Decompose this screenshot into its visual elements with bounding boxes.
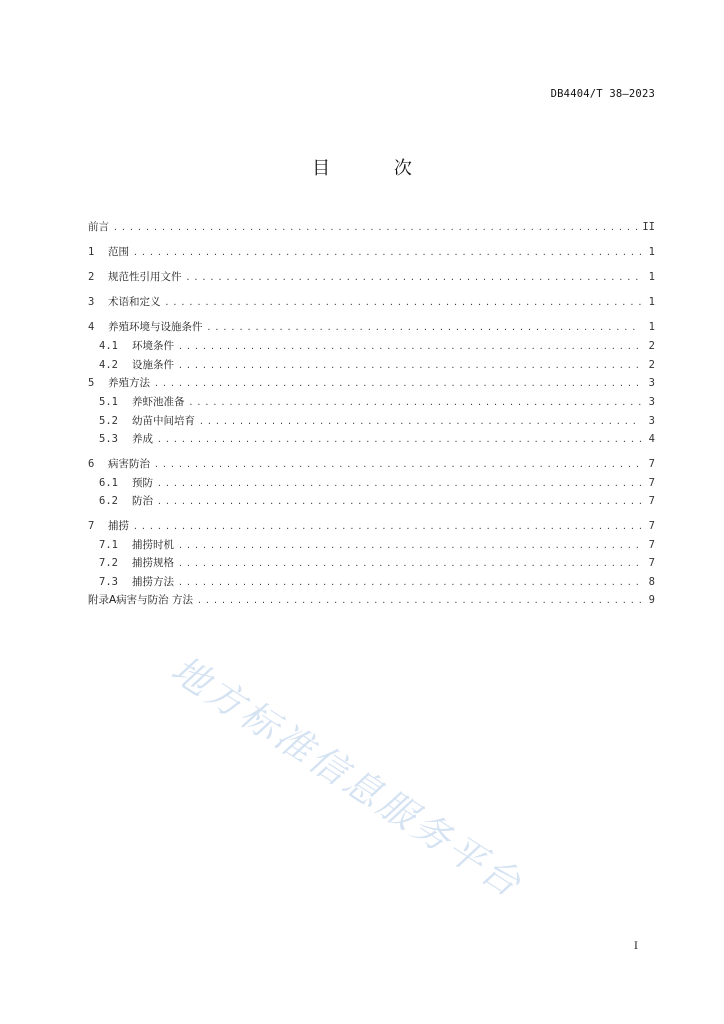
- toc-entry-label: 范围: [108, 246, 129, 258]
- dot-leader: [165, 293, 642, 312]
- dot-leader: [133, 243, 641, 262]
- toc-entry-section-7-1[interactable]: [88, 536, 655, 555]
- table-of-contents: [88, 218, 655, 610]
- toc-entry-page: 3: [648, 377, 655, 389]
- toc-entry-number: 5.2: [99, 414, 118, 427]
- toc-entry-page: 1: [648, 321, 655, 333]
- toc-entry-number: 5: [88, 377, 95, 389]
- toc-entry-appendix-a[interactable]: [88, 591, 655, 610]
- toc-entry-page: 7: [648, 557, 655, 569]
- toc-entry-section-4[interactable]: [88, 318, 655, 337]
- dot-leader: [178, 357, 641, 375]
- watermark-text: 地方标准信息服务平台: [163, 647, 531, 907]
- toc-entry-page: II: [642, 221, 655, 233]
- toc-entry-page: 9: [648, 594, 655, 606]
- toc-entry-page: 8: [648, 575, 655, 588]
- toc-entry-number: 1: [88, 246, 95, 258]
- toc-entry-number: 4.2: [99, 358, 118, 371]
- dot-leader: [157, 493, 641, 511]
- toc-entry-page: 2: [648, 358, 655, 371]
- toc-entry-number: 5.3: [99, 433, 118, 445]
- toc-entry-label: 捕捞方法: [132, 575, 174, 588]
- toc-entry-page: 1: [648, 296, 655, 308]
- toc-entry-label: 术语和定义: [108, 296, 161, 308]
- toc-entry-number: 6.1: [99, 476, 118, 489]
- dot-leader: [199, 413, 641, 431]
- dot-leader: [207, 318, 642, 337]
- dot-leader: [157, 431, 641, 449]
- dot-leader: [189, 394, 642, 412]
- toc-entry-number: 6.2: [99, 495, 118, 507]
- toc-entry-number: 2: [88, 271, 95, 283]
- toc-entry-label: 防治: [132, 495, 153, 507]
- toc-entry-section-5[interactable]: [88, 374, 655, 393]
- dot-leader: [154, 374, 641, 393]
- page-number: I: [633, 940, 638, 952]
- toc-entry-label: 附录A病害与防治 方法: [88, 594, 194, 606]
- toc-entry-page: 7: [648, 457, 655, 470]
- toc-entry-label: 预防: [132, 476, 153, 489]
- toc-entry-label: 捕捞规格: [132, 557, 174, 569]
- toc-entry-number: 4: [88, 321, 95, 333]
- toc-entry-page: 2: [648, 340, 655, 352]
- toc-entry-section-7[interactable]: [88, 517, 655, 536]
- dot-leader: [186, 268, 642, 287]
- toc-entry-page: 7: [648, 519, 655, 532]
- document-code: DB4404/T 38—2023: [550, 88, 655, 100]
- dot-leader: [113, 218, 638, 237]
- toc-entry-section-7-3[interactable]: [88, 573, 655, 592]
- toc-entry-section-6[interactable]: [88, 455, 655, 474]
- toc-entry-label: 前言: [88, 221, 109, 233]
- toc-entry-section-3[interactable]: [88, 293, 655, 312]
- toc-entry-label: 养殖方法: [108, 377, 150, 389]
- title-char-left: 目: [312, 158, 331, 179]
- toc-entry-page: 1: [648, 271, 655, 283]
- toc-entry-section-7-2[interactable]: [88, 554, 655, 573]
- toc-entry-number: 4.1: [99, 340, 118, 352]
- toc-entry-section-6-2[interactable]: [88, 492, 655, 511]
- toc-entry-label: 病害防治: [108, 457, 150, 470]
- dot-leader: [178, 537, 641, 555]
- toc-entry-label: 捕捞时机: [132, 538, 174, 551]
- toc-entry-section-5-3[interactable]: [88, 430, 655, 449]
- dot-leader: [178, 555, 641, 573]
- toc-entry-section-6-1[interactable]: [88, 474, 655, 493]
- toc-entry-label: 养虾池准备: [132, 396, 185, 408]
- toc-entry-section-4-2[interactable]: [88, 356, 655, 375]
- toc-entry-page: 4: [648, 433, 655, 445]
- toc-entry-label: 设施条件: [132, 358, 174, 371]
- toc-entry-number: 7: [88, 519, 95, 532]
- toc-entry-page: 7: [648, 495, 655, 507]
- toc-entry-number: 7.1: [99, 538, 118, 551]
- toc-entry-number: 7.2: [99, 557, 118, 569]
- toc-entry-page: 3: [648, 396, 655, 408]
- toc-entry-label: 捕捞: [108, 519, 129, 532]
- toc-entry-section-5-2[interactable]: [88, 412, 655, 431]
- toc-entry-section-2[interactable]: [88, 268, 655, 287]
- toc-entry-page: 7: [648, 476, 655, 489]
- toc-entry-section-5-1[interactable]: [88, 393, 655, 412]
- dot-leader: [133, 517, 641, 536]
- dot-leader: [154, 455, 641, 474]
- toc-entry-label: 环境条件: [132, 340, 174, 352]
- toc-entry-label: 幼苗中间培育: [132, 414, 195, 427]
- toc-entry-label: 养殖环境与设施条件: [108, 321, 203, 333]
- toc-entry-section-1[interactable]: [88, 243, 655, 262]
- dot-leader: [197, 591, 641, 610]
- dot-leader: [178, 338, 641, 356]
- toc-entry-number: 7.3: [99, 575, 118, 588]
- page-title: [0, 154, 724, 180]
- toc-entry-number: 5.1: [99, 396, 118, 408]
- toc-entry-page: 1: [648, 246, 655, 258]
- toc-entry-section-4-1[interactable]: [88, 337, 655, 356]
- toc-entry-number: 6: [88, 457, 95, 470]
- toc-entry-number: 3: [88, 296, 95, 308]
- toc-entry-label: 规范性引用文件: [108, 271, 182, 283]
- title-char-right: 次: [393, 158, 412, 179]
- toc-entry-label: 养成: [132, 433, 153, 445]
- dot-leader: [178, 574, 641, 592]
- toc-entry-foreword[interactable]: [88, 218, 655, 237]
- toc-entry-page: 7: [648, 538, 655, 551]
- dot-leader: [157, 475, 641, 493]
- toc-entry-page: 3: [648, 414, 655, 427]
